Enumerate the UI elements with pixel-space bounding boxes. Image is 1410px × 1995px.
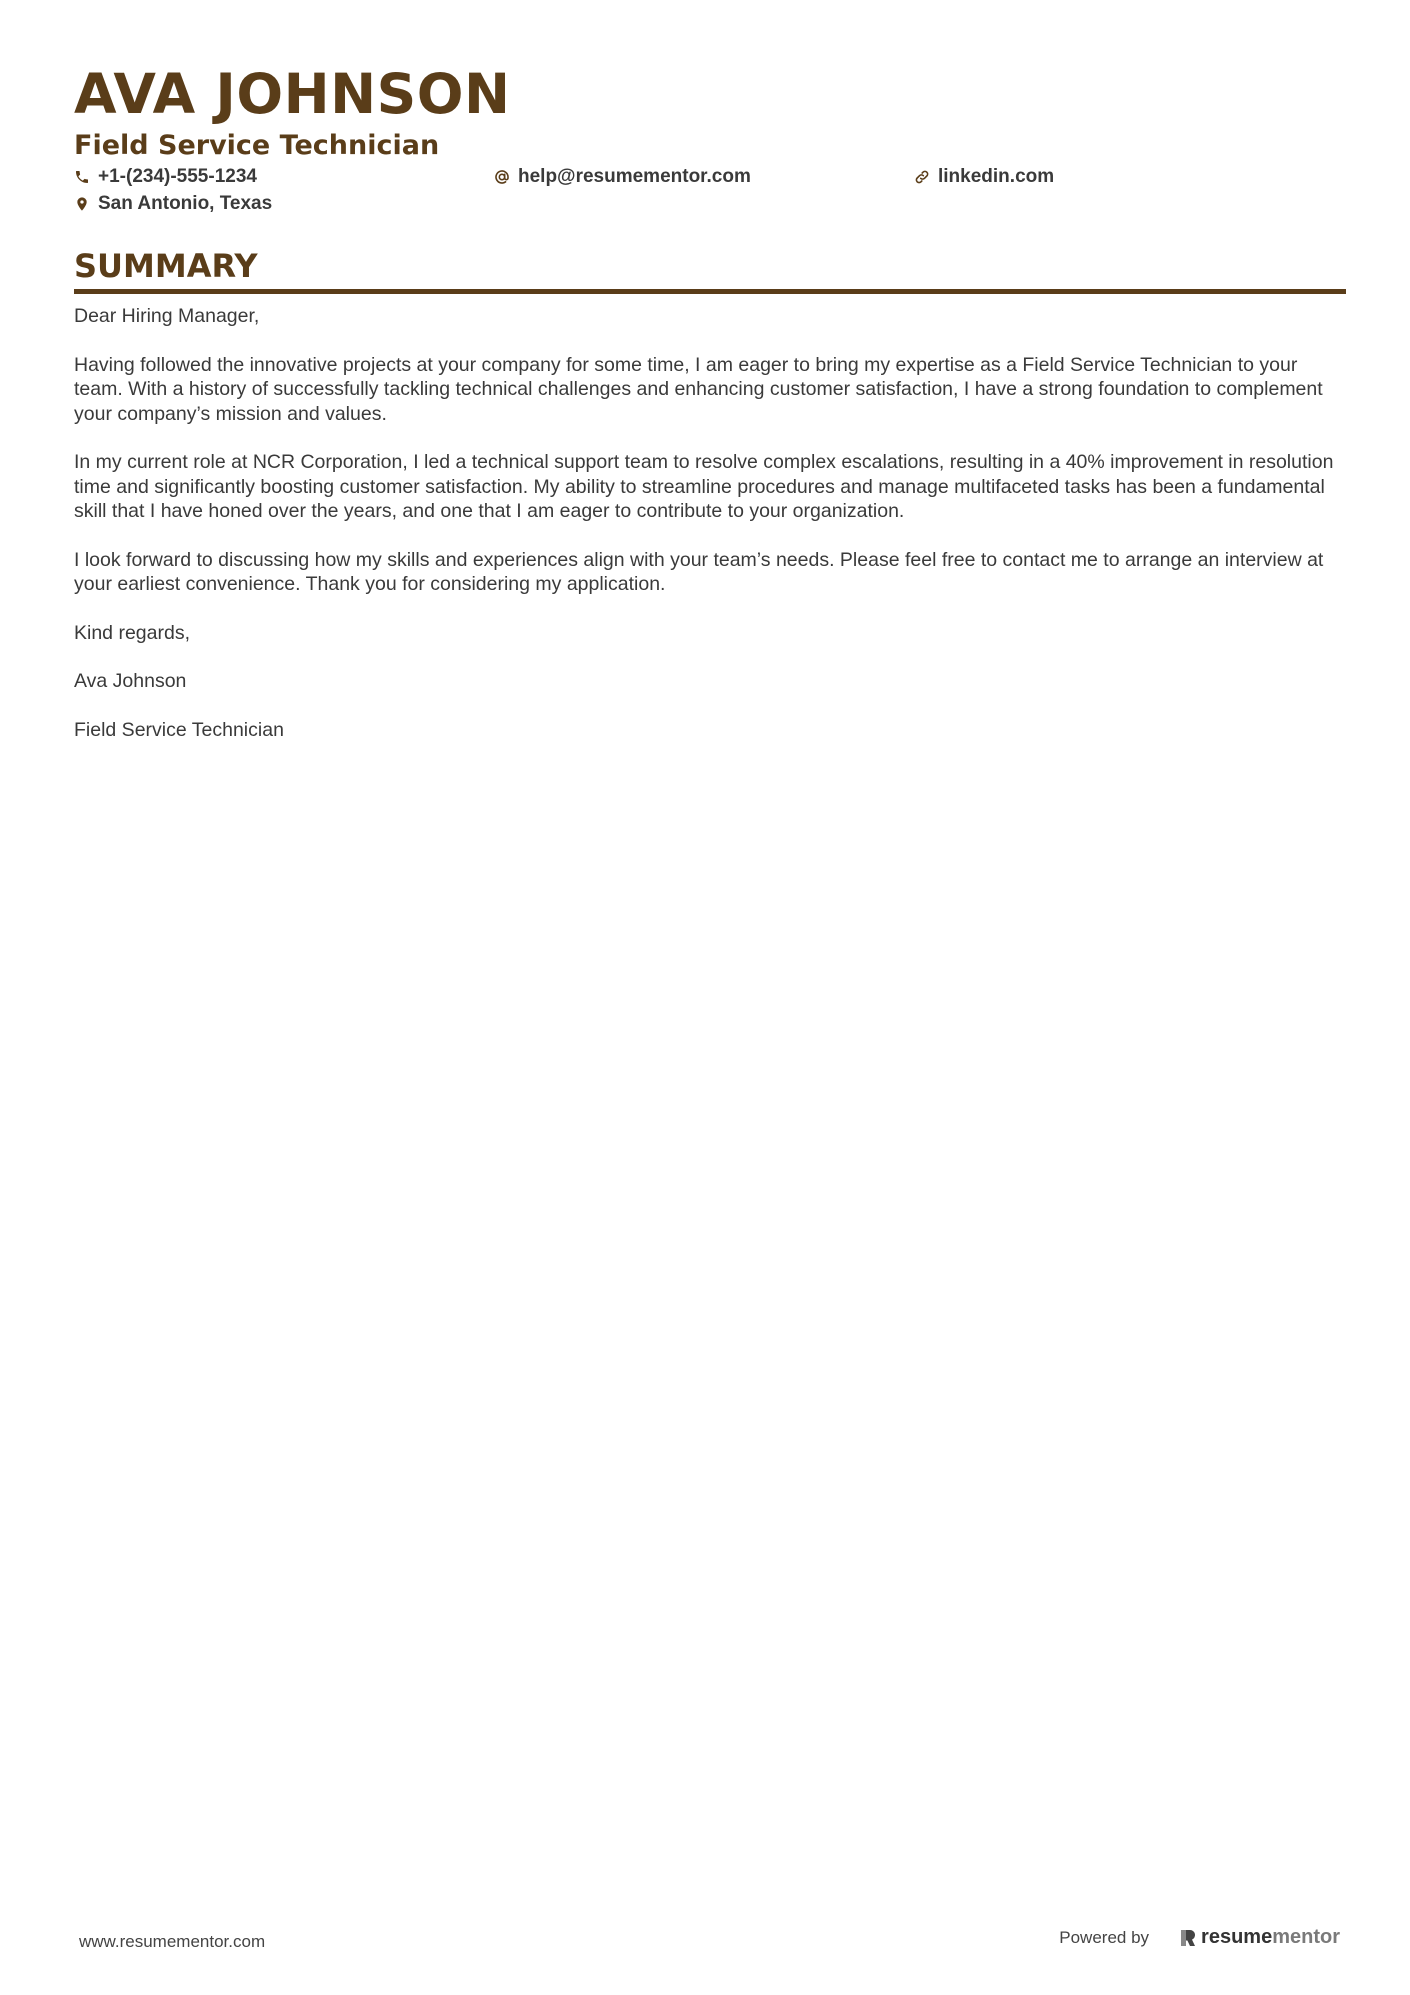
link-icon bbox=[914, 169, 930, 185]
letter-paragraph: Having followed the innovative projects at your company for some time, I am eager to bring my expertise as a Field Service Technician to your team. With a history of successfully tackling technical challenges and enhancing customer satisfaction, I have a strong foundation to complement your company’s mission and values. bbox=[74, 353, 1323, 425]
contact-list bbox=[74, 166, 1346, 220]
linkedin-text: linkedin.com bbox=[938, 166, 1055, 187]
resumementor-logo-icon bbox=[1179, 1928, 1197, 1948]
closing: Kind regards, bbox=[74, 621, 190, 644]
map-pin-icon bbox=[74, 196, 90, 212]
brand-name-bold: resume bbox=[1201, 1926, 1273, 1948]
letter-paragraph: I look forward to discussing how my skills and experiences align with your team’s needs. Please feel free to contact me to arrange an interview at your earliest convenience. Thank you for considering my application. bbox=[74, 548, 1324, 595]
brand-logo[interactable] bbox=[1179, 1926, 1340, 1949]
contact-location bbox=[74, 193, 272, 215]
at-icon bbox=[494, 169, 510, 185]
phone-text: +1-(234)-555-1234 bbox=[98, 166, 257, 187]
signature-name: Ava Johnson bbox=[74, 670, 187, 692]
location-text: San Antonio, Texas bbox=[98, 193, 273, 214]
candidate-role: Field Service Technician bbox=[74, 130, 440, 161]
contact-email[interactable] bbox=[494, 166, 751, 188]
email-text: help@resumementor.com bbox=[518, 166, 751, 187]
cover-letter-body bbox=[74, 304, 1346, 742]
footer-branding bbox=[1059, 1926, 1340, 1949]
phone-icon bbox=[74, 169, 90, 185]
section-divider bbox=[74, 289, 1346, 294]
signature-title: Field Service Technician bbox=[74, 718, 284, 741]
salutation: Dear Hiring Manager, bbox=[74, 305, 260, 327]
brand-name-light: mentor bbox=[1272, 1926, 1340, 1948]
powered-by-label: Powered by bbox=[1059, 1927, 1150, 1947]
contact-phone[interactable] bbox=[74, 166, 257, 188]
summary-heading: SUMMARY bbox=[74, 247, 258, 285]
contact-linkedin[interactable] bbox=[914, 166, 1054, 188]
candidate-name: AVA JOHNSON bbox=[74, 62, 511, 126]
resume-page bbox=[74, 60, 1346, 766]
footer-website[interactable]: www.resumementor.com bbox=[79, 1932, 266, 1951]
letter-paragraph: In my current role at NCR Corporation, I led a technical support team to resolve complex escalations, resulting in a 40% improvement in resolution time and significantly boosting customer satisfaction. My ability to streamline procedures and manage multifaceted tasks has been a fundamental skill that I have honed over the years, and one that I am eager to contribute to your organization. bbox=[74, 451, 1334, 522]
